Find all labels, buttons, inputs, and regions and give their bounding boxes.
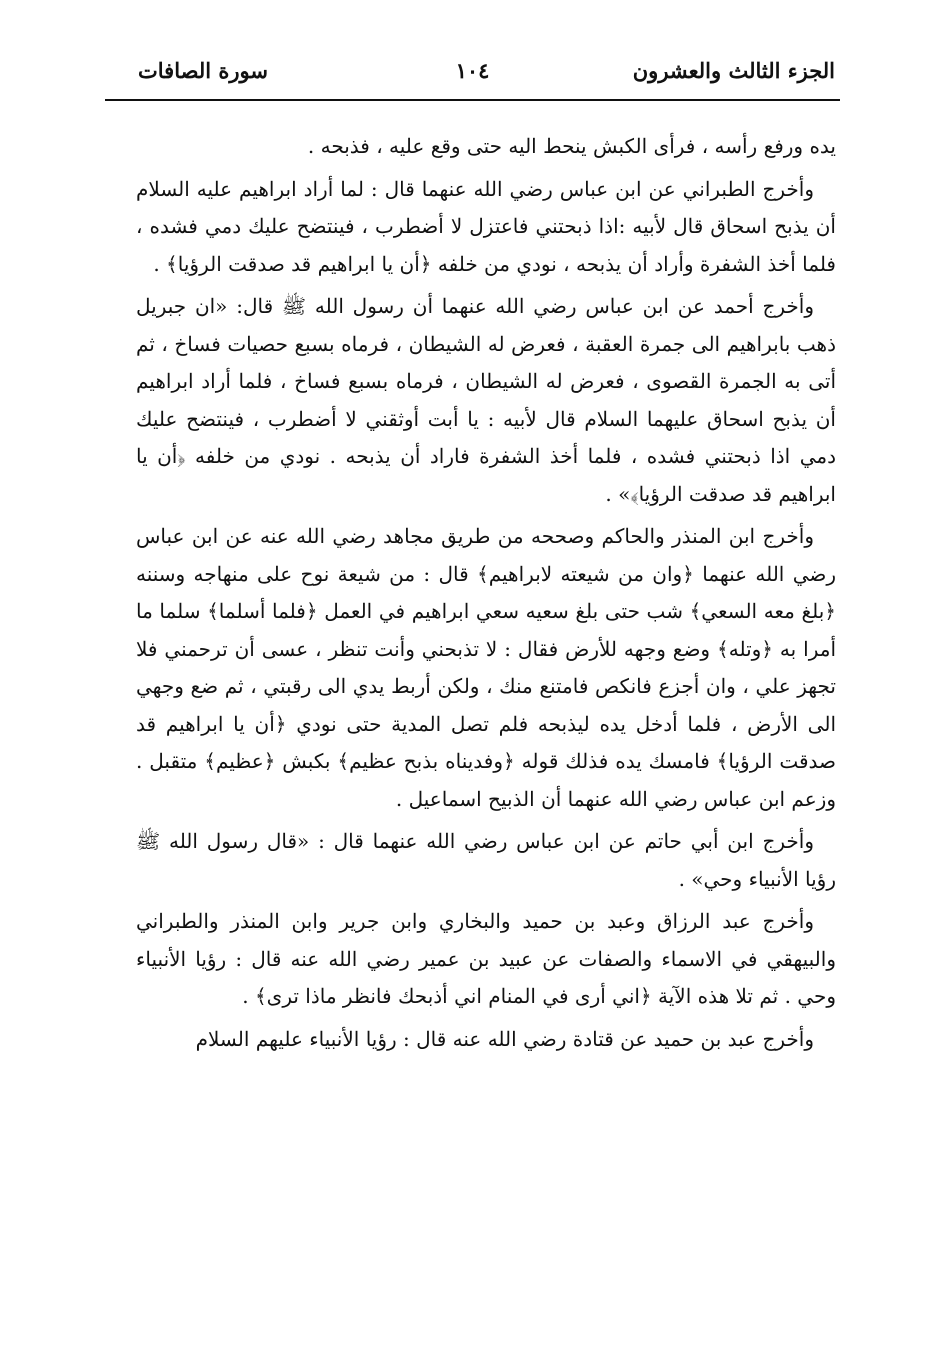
part-title: الجزء الثالث والعشرون bbox=[632, 58, 835, 83]
header-divider bbox=[105, 99, 840, 101]
paragraph: يده ورفع رأسه ، فرأى الكبش ينحط اليه حتى وقع عليه ، فذبحه . bbox=[307, 134, 836, 158]
paragraph: وأخرج الطبراني عن ابن عباس رضي الله عنهما قال : لما أراد ابراهيم عليه السلام أن يذبح اسحاق قال لأبيه :اذا ذبحتني فاعتزل لا أضطرب ، فينتضح عليك دمي فشده ، فلما أخذ الشفرة وأراد أن يذبحه ، نودي من خلفه ﴿أن يا ابراهيم قد صدقت الرؤيا﴾ . bbox=[136, 176, 836, 276]
paragraph: وأخرج ابن أبي حاتم عن ابن عباس رضي الله عنهما قال : «قال رسول الله ﷺ رؤيا الأنبياء وحي» . bbox=[136, 829, 836, 891]
page-number: ١٠٤ bbox=[455, 58, 490, 83]
paragraph: وأخرج أحمد عن ابن عباس رضي الله عنهما أن رسول الله ﷺ قال: «ان جبريل ذهب بابراهيم الى جمرة العقبة ، فعرض له الشيطان ، فرماه بسبع حصيات فساخ ، ثم أتى به الجمرة القصوى ، فعرض له الشيطان ، فرماه بسبع فساخ ، فلما أراد ابراهيم أن يذبح اسحاق عليهما السلام قال لأبيه : يا أبت أوثقني لا أضطرب ، فينتضح عليك دمي اذا ذبحتني فشده ، فلما أخذ الشفرة فاراد أن يذبحه . نودي من خلفه ﴿أن يا ابراهيم قد صدقت الرؤيا﴾» . bbox=[136, 294, 836, 506]
running-header bbox=[110, 52, 835, 96]
paragraph: وأخرج ابن المنذر والحاكم وصححه من طريق مجاهد رضي الله عنه عن ابن عباس رضي الله عنهما ﴿وان من شيعته لابراهيم﴾ قال : من شيعة نوح على منهاجه وسننه ﴿بلغ معه السعي﴾ شب حتى بلغ سعيه سعي ابراهيم في العمل ﴿فلما أسلما﴾ سلما ما أمرا به ﴿وتله﴾ وضع وجهه للأرض فقال : لا تذبحني وأنت تنظر ، عسى أن ترحمني فلا تجهز علي ، وان أجزع فانكص فامتنع منك ، ولكن أربط يدي الى رقبتي ، ثم ضع وجهي الى الأرض ، فلما أدخل يده ليذبحه فلم تصل المدية حتى نودي ﴿أن يا ابراهيم قد صدقت الرؤيا﴾ فامسك يده فذلك قوله ﴿وفديناه بذبح عظيم﴾ بكبش ﴿عظيم﴾ متقبل . وزعم ابن عباس رضي الله عنهما أن الذبيح اسماعيل . bbox=[136, 524, 837, 811]
paragraph: وأخرج عبد الرزاق وعبد بن حميد والبخاري وابن جرير وابن المنذر والطبراني والبيهقي في الاسماء والصفات عن عبيد بن عمير رضي الله عنه قال : رؤيا الأنبياء وحي . ثم تلا هذه الآية ﴿اني أرى في المنام اني أذبحك فانظر ماذا ترى﴾ . bbox=[136, 909, 836, 1008]
surah-title: سورة الصافات bbox=[138, 58, 268, 83]
main-text bbox=[136, 128, 836, 1058]
paragraph: وأخرج عبد بن حميد عن قتادة رضي الله عنه قال : رؤيا الأنبياء عليهم السلام bbox=[195, 1026, 814, 1051]
